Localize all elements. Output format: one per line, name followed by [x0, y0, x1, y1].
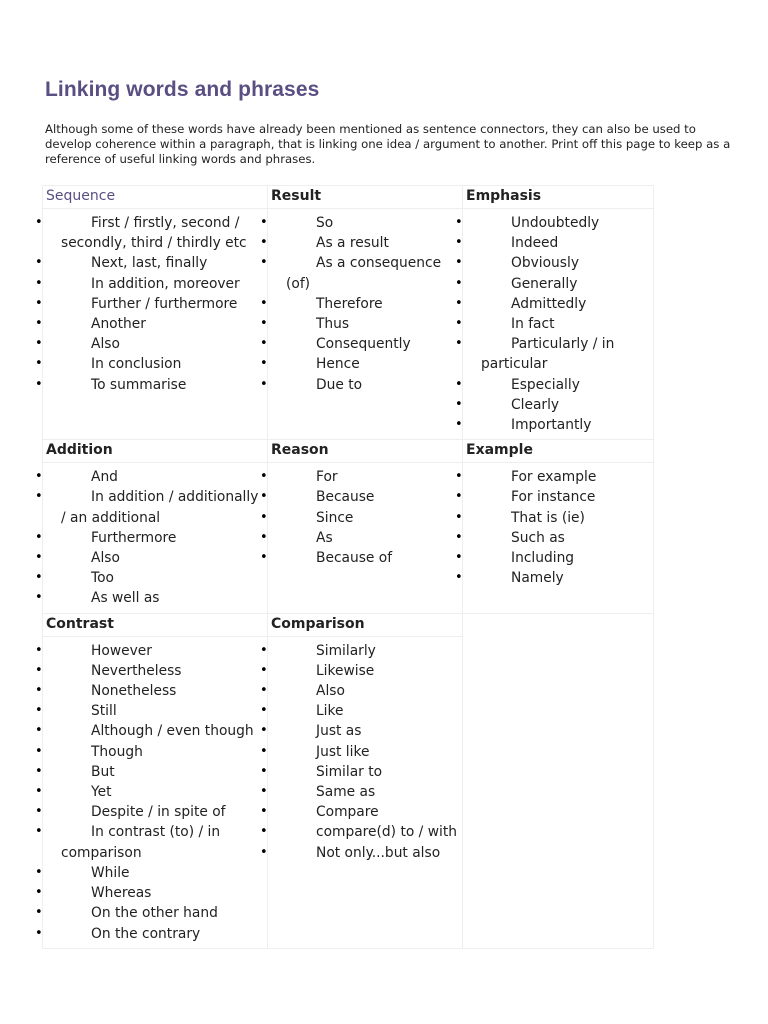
cell-emphasis: [463, 209, 654, 440]
list-item: • Obviously: [463, 253, 653, 273]
list-item: • For: [268, 467, 462, 487]
heading-row-3: [43, 613, 654, 636]
list-item: • Compare: [268, 802, 462, 822]
list-item: • Namely: [463, 568, 653, 588]
list-item: • For instance: [463, 487, 653, 507]
cell-empty: [463, 613, 654, 948]
list-item: • Just like: [268, 742, 462, 762]
list-item: • Yet: [43, 782, 267, 802]
list-item: • Such as: [463, 528, 653, 548]
list-item: • While: [43, 863, 267, 883]
list-item: • However: [43, 641, 267, 661]
list-item: • Whereas: [43, 883, 267, 903]
list-item: • So: [268, 213, 462, 233]
list-item: • Despite / in spite of: [43, 802, 267, 822]
list-item: • In fact: [463, 314, 653, 334]
list-item: • Furthermore: [43, 528, 267, 548]
list-item: • Hence: [268, 354, 462, 374]
list-contrast: [43, 637, 267, 948]
heading-comparison: Comparison: [268, 613, 463, 636]
list-result: [268, 209, 462, 399]
list-item: • Especially: [463, 375, 653, 395]
list-item: • Because: [268, 487, 462, 507]
list-item: • Similarly: [268, 641, 462, 661]
cell-sequence: [43, 209, 268, 440]
list-item: • Since: [268, 508, 462, 528]
list-emphasis: [463, 209, 653, 439]
list-item: • Importantly: [463, 415, 653, 435]
list-item: • Nonetheless: [43, 681, 267, 701]
heading-result: Result: [268, 186, 463, 209]
heading-example: Example: [463, 440, 654, 463]
list-sequence: [43, 209, 267, 399]
list-item: • Still: [43, 701, 267, 721]
list-item: • Admittedly: [463, 294, 653, 314]
list-item: • Nevertheless: [43, 661, 267, 681]
list-item: • In addition, moreover: [43, 274, 267, 294]
list-item: • Another: [43, 314, 267, 334]
list-item: • Not only...but also: [268, 843, 462, 863]
heading-emphasis: Emphasis: [463, 186, 654, 209]
heading-row-1: [43, 186, 654, 209]
heading-sequence: Sequence: [43, 186, 268, 209]
heading-row-2: [43, 440, 654, 463]
list-item: • On the other hand: [43, 903, 267, 923]
list-item: • As a consequence (of): [268, 253, 462, 293]
cell-example: [463, 463, 654, 613]
page-title: Linking words and phrases: [45, 78, 320, 101]
list-item: • Including: [463, 548, 653, 568]
list-item: • Similar to: [268, 762, 462, 782]
list-item: • Particularly / in particular: [463, 334, 653, 374]
list-item: • In conclusion: [43, 354, 267, 374]
list-item: • First / firstly, second / secondly, third / thirdly etc: [43, 213, 267, 253]
list-item: • And: [43, 467, 267, 487]
list-item: • Same as: [268, 782, 462, 802]
heading-addition: Addition: [43, 440, 268, 463]
list-item: • In addition / additionally / an additional: [43, 487, 267, 527]
list-item: • Thus: [268, 314, 462, 334]
list-item: • To summarise: [43, 375, 267, 395]
list-item: • Clearly: [463, 395, 653, 415]
list-item: • compare(d) to / with: [268, 822, 462, 842]
list-item: • Consequently: [268, 334, 462, 354]
list-item: • Undoubtedly: [463, 213, 653, 233]
heading-reason: Reason: [268, 440, 463, 463]
list-example: [463, 463, 653, 592]
cell-comparison: [268, 636, 463, 948]
list-item: • Like: [268, 701, 462, 721]
list-item: • Therefore: [268, 294, 462, 314]
cell-contrast: [43, 636, 268, 948]
list-item: • Indeed: [463, 233, 653, 253]
list-addition: [43, 463, 267, 612]
intro-paragraph: Although some of these words have already been mentioned as sentence connectors, they can also be used to develop coherence within a paragraph, that is linking one idea / argument to another. Print off this page to keep as a reference of useful linking words and phrases.: [45, 122, 731, 166]
list-item: • In contrast (to) / in comparison: [43, 822, 267, 862]
list-item: • Generally: [463, 274, 653, 294]
list-item: • Just as: [268, 721, 462, 741]
list-item: • As: [268, 528, 462, 548]
items-row-2: [43, 463, 654, 613]
items-row-1: [43, 209, 654, 440]
heading-contrast: Contrast: [43, 613, 268, 636]
list-item: • Though: [43, 742, 267, 762]
list-item: • Further / furthermore: [43, 294, 267, 314]
list-item: • Due to: [268, 375, 462, 395]
list-item: • As a result: [268, 233, 462, 253]
list-item: • That is (ie): [463, 508, 653, 528]
list-item: • Next, last, finally: [43, 253, 267, 273]
list-item: • Too: [43, 568, 267, 588]
list-comparison: [268, 637, 462, 867]
list-item: • As well as: [43, 588, 267, 608]
cell-result: [268, 209, 463, 440]
list-item: • Also: [268, 681, 462, 701]
list-item: • Likewise: [268, 661, 462, 681]
list-item: • Also: [43, 548, 267, 568]
list-item: • Because of: [268, 548, 462, 568]
list-item: • For example: [463, 467, 653, 487]
list-item: • On the contrary: [43, 924, 267, 944]
list-reason: [268, 463, 462, 572]
cell-reason: [268, 463, 463, 613]
linking-words-table: [42, 185, 654, 949]
list-item: • Although / even though: [43, 721, 267, 741]
cell-addition: [43, 463, 268, 613]
list-item: • Also: [43, 334, 267, 354]
list-item: • But: [43, 762, 267, 782]
